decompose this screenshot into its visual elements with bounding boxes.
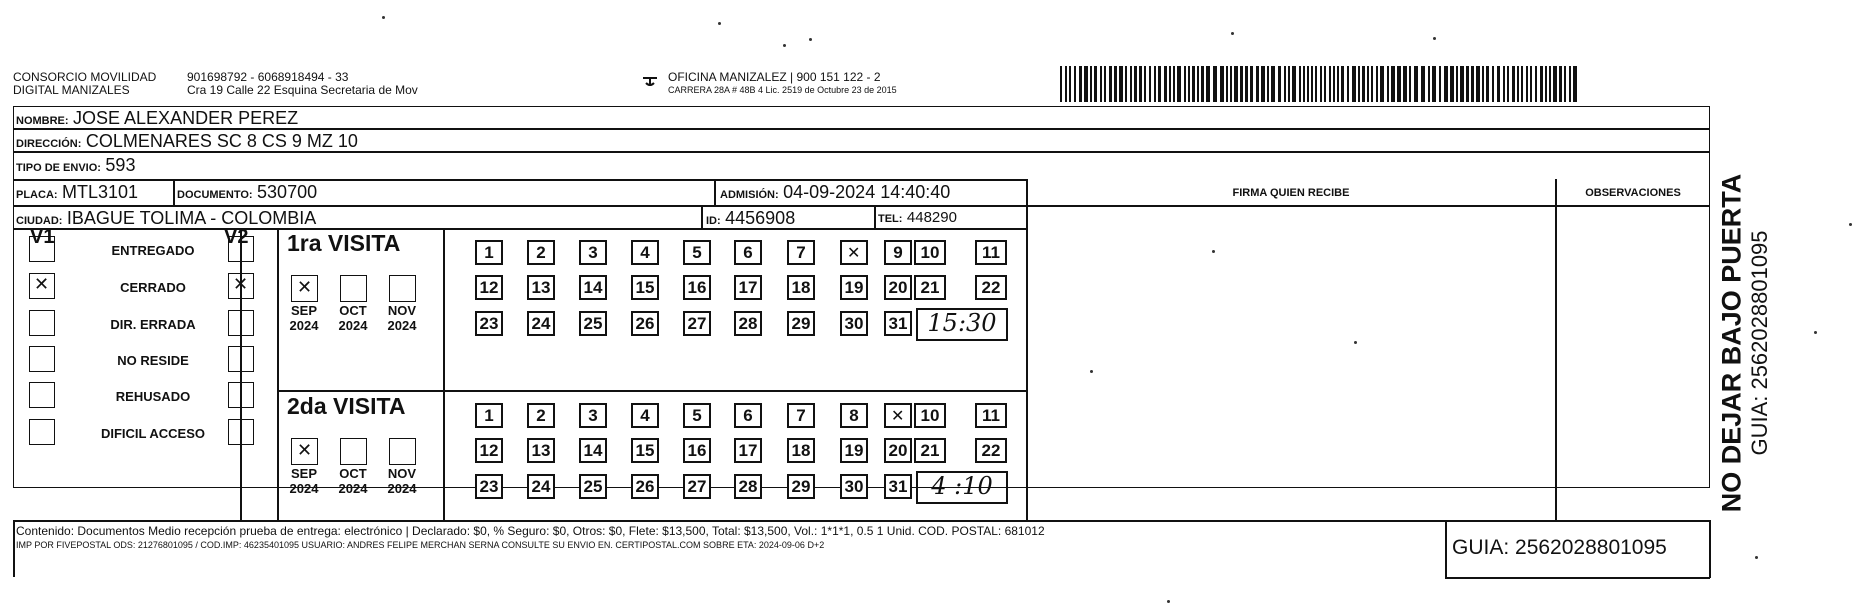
day-box[interactable]: 21: [914, 275, 946, 300]
documento-cell: DOCUMENTO: 530700: [177, 182, 318, 202]
footer-guia: GUIA: 2562028801095: [1452, 536, 1667, 559]
visit-time[interactable]: 15:30: [916, 308, 1008, 341]
barcode-bar: [1564, 66, 1566, 102]
day-box[interactable]: 26: [631, 474, 659, 499]
barcode-bar: [1371, 66, 1373, 102]
signature-area[interactable]: [1027, 206, 1554, 519]
barcode-bar: [1256, 66, 1259, 102]
barcode-bar: [1109, 66, 1112, 102]
day-box[interactable]: 20: [884, 438, 912, 463]
day-box[interactable]: 8: [840, 403, 868, 428]
day-box[interactable]: 18: [787, 438, 815, 463]
day-box[interactable]: 30: [840, 474, 868, 499]
barcode-bar: [1278, 66, 1281, 102]
footer-line1: Contenido: Documentos Medio recepción prueba de entrega: electrónico | Declarado: $0, % Seguro: $0, Otros: $0, Flete: $13,500, Total: $13,500, Vol.: 1*1*1, 0.5 1 Unid. COD. POSTAL: 681012: [16, 524, 1045, 538]
barcode-bar: [1226, 66, 1228, 102]
day-box[interactable]: 20: [884, 275, 912, 300]
day-box[interactable]: 27: [683, 311, 711, 336]
barcode-bar: [1119, 66, 1123, 102]
barcode-bar: [1549, 66, 1551, 102]
v2-label: V2: [224, 226, 249, 248]
month-label: OCT 2024: [338, 466, 368, 496]
status-label: DIR. ERRADA: [110, 317, 196, 332]
barcode-bar: [1367, 66, 1369, 102]
barcode-bar: [1428, 66, 1430, 102]
barcode-bar: [1271, 66, 1275, 102]
barcode-bar: [1409, 66, 1411, 102]
barcode-bar: [1173, 66, 1175, 102]
barcode-bar: [1526, 66, 1528, 102]
direccion-value: COLMENARES SC 8 CS 9 MZ 10: [85, 131, 358, 151]
v1-label: V1: [30, 226, 55, 248]
barcode-bar: [1569, 66, 1571, 102]
barcode-bar: [1206, 66, 1210, 102]
barcode-bar: [1482, 66, 1484, 102]
barcode-bar: [1347, 66, 1349, 102]
barcode-bar: [1213, 66, 1217, 102]
barcode-bar: [1130, 66, 1132, 102]
day-box[interactable]: 7: [787, 403, 815, 428]
barcode-bar: [1320, 66, 1322, 102]
status-label: NO RESIDE: [117, 353, 189, 368]
barcode-bar: [1299, 66, 1301, 102]
v1-checkbox[interactable]: [29, 382, 55, 408]
barcode-bar: [1432, 66, 1436, 102]
barcode-bar: [1376, 66, 1378, 102]
barcode-bar: [1503, 66, 1505, 102]
v2-checkbox[interactable]: [228, 236, 254, 262]
barcode-bar: [1466, 66, 1469, 102]
day-box[interactable]: 29: [787, 311, 815, 336]
barcode-bar: [1380, 66, 1384, 102]
barcode-bar: [1234, 66, 1238, 102]
barcode-bar: [1573, 66, 1577, 102]
day-box[interactable]: 5: [683, 403, 711, 428]
day-box[interactable]: 15: [631, 275, 659, 300]
day-box[interactable]: 1: [475, 403, 503, 428]
office-info: OFICINA MANIZALEZ | 900 151 122 - 2 CARRERA 28A # 48B 4 Lic. 2519 de Octubre 23 de 2015: [668, 70, 897, 95]
tipo-row: TIPO DE ENVIO: 593: [16, 155, 136, 175]
status-label: ENTREGADO: [111, 243, 195, 258]
day-box[interactable]: 10: [914, 240, 946, 265]
barcode-bar: [1341, 66, 1344, 102]
barcode-bar: [1329, 66, 1331, 102]
day-box[interactable]: 11: [975, 240, 1007, 265]
barcode-bar: [1169, 66, 1171, 102]
day-box[interactable]: 28: [734, 311, 762, 336]
firma-label: FIRMA QUIEN RECIBE: [1232, 187, 1350, 199]
id-cell: ID: 4456908: [706, 208, 796, 228]
day-box[interactable]: 22: [975, 438, 1007, 463]
v1-checkbox[interactable]: [29, 236, 55, 262]
barcode-bar: [1154, 66, 1156, 102]
day-box[interactable]: 31: [884, 474, 912, 499]
barcode-bar: [1090, 66, 1092, 102]
month-checkbox[interactable]: [389, 275, 416, 302]
month-label: NOV 2024: [387, 303, 417, 333]
barcode-bar: [1450, 66, 1454, 102]
day-box[interactable]: 14: [579, 275, 607, 300]
barcode-bar: [1512, 66, 1515, 102]
barcode-bar: [1303, 66, 1305, 102]
day-box[interactable]: 13: [527, 275, 555, 300]
barcode-bar: [1069, 66, 1071, 102]
day-box[interactable]: 26: [631, 311, 659, 336]
barcode-bar: [1476, 66, 1480, 102]
day-box[interactable]: 24: [527, 311, 555, 336]
side-warning: NO DEJAR BAJO PUERTA: [1716, 173, 1747, 513]
barcode-bar: [1315, 66, 1317, 102]
barcode-bar: [1139, 66, 1142, 102]
month-checkbox[interactable]: [291, 275, 318, 302]
day-box[interactable]: 31: [884, 311, 912, 336]
barcode-bar: [1240, 66, 1243, 102]
barcode-bar: [1197, 66, 1199, 102]
observaciones-label: OBSERVACIONES: [1585, 187, 1681, 199]
day-box[interactable]: 19: [840, 438, 868, 463]
day-box[interactable]: 24: [527, 474, 555, 499]
barcode-bar: [1060, 66, 1062, 102]
day-box[interactable]: 30: [840, 311, 868, 336]
barcode-bar: [1079, 66, 1082, 102]
day-box[interactable]: 17: [734, 275, 762, 300]
side-guia: GUIA: 2562028801095: [1747, 230, 1772, 456]
barcode-bar: [1486, 66, 1489, 102]
barcode-bar: [1094, 66, 1097, 102]
month-label: NOV 2024: [387, 466, 417, 496]
barcode-bar: [1492, 66, 1494, 102]
day-box[interactable]: 7: [787, 240, 815, 265]
barcode-bar: [1497, 66, 1500, 102]
barcode-bar: [1337, 66, 1339, 102]
month-label: SEP 2024: [289, 303, 319, 333]
direccion-row: DIRECCIÓN: COLMENARES SC 8 CS 9 MZ 10: [16, 131, 358, 151]
barcode-bar: [1439, 66, 1441, 102]
barcode-bar: [1559, 66, 1562, 102]
v2-checkbox[interactable]: [228, 419, 254, 445]
barcode-bar: [1307, 66, 1309, 102]
tipo-value: 593: [105, 155, 136, 175]
day-box[interactable]: 25: [579, 311, 607, 336]
barcode-bar: [1521, 66, 1523, 102]
barcode-bar: [1391, 66, 1395, 102]
tel-cell: TEL: 448290: [878, 209, 957, 226]
barcode-bar: [1267, 66, 1269, 102]
month-checkbox[interactable]: [340, 438, 367, 465]
logo-icon: [640, 74, 662, 90]
barcode-bar: [1421, 66, 1425, 102]
barcode-bar: [1245, 66, 1248, 102]
barcode-bar: [1535, 66, 1537, 102]
barcode-bar: [1460, 66, 1464, 102]
day-box[interactable]: 29: [787, 474, 815, 499]
month-checkbox[interactable]: [291, 438, 318, 465]
v1-checkbox[interactable]: [29, 273, 55, 299]
barcode-bar: [1444, 66, 1448, 102]
barcode-bar: [1230, 66, 1232, 102]
day-box[interactable]: [840, 240, 868, 265]
barcode-bar: [1530, 66, 1532, 102]
barcode-bar: [1177, 66, 1181, 102]
visit-title: 2da VISITA: [287, 393, 406, 419]
barcode-bar: [1333, 66, 1335, 102]
day-box[interactable]: 23: [475, 311, 503, 336]
barcode-bar: [1074, 66, 1076, 102]
barcode-bar: [1201, 66, 1204, 102]
month-checkbox[interactable]: [340, 275, 367, 302]
v2-checkbox[interactable]: [228, 346, 254, 372]
barcode-bar: [1125, 66, 1127, 102]
barcode-bar: [1114, 66, 1117, 102]
barcode-bar: [1288, 66, 1290, 102]
status-label: CERRADO: [120, 280, 186, 295]
barcode-bar: [1545, 66, 1547, 102]
company-name: CONSORCIO MOVILIDAD DIGITAL MANIZALES: [13, 70, 157, 97]
month-label: SEP 2024: [289, 466, 319, 496]
barcode-bar: [1250, 66, 1253, 102]
v1-checkbox[interactable]: [29, 419, 55, 445]
day-box[interactable]: [884, 403, 912, 428]
barcode-bar: [1553, 66, 1557, 102]
barcode-bar: [1471, 66, 1474, 102]
barcode: [1060, 66, 1580, 102]
barcode-bar: [1184, 66, 1186, 102]
barcode-bar: [1414, 66, 1418, 102]
barcode-bar: [1456, 66, 1458, 102]
day-box[interactable]: 16: [683, 438, 711, 463]
ciudad-cell: CIUDAD: IBAGUE TOLIMA - COLOMBIA: [16, 208, 317, 228]
barcode-bar: [1517, 66, 1519, 102]
barcode-bar: [1144, 66, 1146, 102]
day-box[interactable]: 2: [527, 403, 555, 428]
v2-checkbox[interactable]: [228, 273, 254, 299]
day-box[interactable]: 6: [734, 403, 762, 428]
day-box[interactable]: 22: [975, 275, 1007, 300]
month-checkbox[interactable]: [389, 438, 416, 465]
observaciones-area[interactable]: [1557, 206, 1709, 519]
day-box[interactable]: 17: [734, 438, 762, 463]
day-box[interactable]: 1: [475, 240, 503, 265]
v1-checkbox[interactable]: [29, 310, 55, 336]
day-box[interactable]: 12: [475, 438, 503, 463]
day-box[interactable]: 3: [579, 240, 607, 265]
day-box[interactable]: 2: [527, 240, 555, 265]
barcode-bar: [1358, 66, 1360, 102]
nombre-row: NOMBRE: JOSE ALEXANDER PEREZ: [16, 108, 299, 128]
barcode-bar: [1397, 66, 1401, 102]
barcode-bar: [1149, 66, 1151, 102]
month-label: OCT 2024: [338, 303, 368, 333]
placa-cell: PLACA: MTL3101: [16, 182, 139, 202]
barcode-bar: [1164, 66, 1167, 102]
barcode-bar: [1387, 66, 1389, 102]
day-box[interactable]: 13: [527, 438, 555, 463]
v1-checkbox[interactable]: [29, 346, 55, 372]
admision-cell: ADMISIÓN: 04-09-2024 14:40:40: [720, 182, 951, 202]
day-box[interactable]: 4: [631, 403, 659, 428]
barcode-bar: [1284, 66, 1286, 102]
barcode-bar: [1352, 66, 1356, 102]
day-box[interactable]: 23: [475, 474, 503, 499]
status-label: REHUSADO: [115, 389, 191, 404]
v2-checkbox[interactable]: [228, 310, 254, 336]
day-box[interactable]: 4: [631, 240, 659, 265]
day-box[interactable]: 3: [579, 403, 607, 428]
barcode-bar: [1507, 66, 1509, 102]
company-contact: 901698792 - 6068918494 - 33 Cra 19 Calle 22 Esquina Secretaria de Mov: [187, 70, 418, 97]
day-box[interactable]: 10: [914, 403, 946, 428]
day-box[interactable]: 21: [914, 438, 946, 463]
barcode-bar: [1192, 66, 1195, 102]
barcode-bar: [1220, 66, 1224, 102]
barcode-bar: [1065, 66, 1067, 102]
day-box[interactable]: 28: [734, 474, 762, 499]
barcode-bar: [1261, 66, 1265, 102]
day-box[interactable]: 5: [683, 240, 711, 265]
nombre-value: JOSE ALEXANDER PEREZ: [73, 108, 299, 128]
barcode-bar: [1324, 66, 1326, 102]
day-box[interactable]: 18: [787, 275, 815, 300]
day-box[interactable]: 9: [884, 240, 912, 265]
day-box[interactable]: 6: [734, 240, 762, 265]
barcode-bar: [1362, 66, 1365, 102]
day-box[interactable]: 16: [683, 275, 711, 300]
status-label: DIFICIL ACCESO: [100, 426, 205, 441]
visit-time[interactable]: 4 :10: [916, 471, 1008, 504]
day-box[interactable]: 27: [683, 474, 711, 499]
barcode-bar: [1188, 66, 1190, 102]
day-box[interactable]: 25: [579, 474, 607, 499]
barcode-bar: [1158, 66, 1161, 102]
barcode-bar: [1100, 66, 1102, 102]
day-box[interactable]: 15: [631, 438, 659, 463]
barcode-bar: [1540, 66, 1543, 102]
barcode-bar: [1134, 66, 1137, 102]
barcode-bar: [1311, 66, 1313, 102]
barcode-bar: [1403, 66, 1407, 102]
day-box[interactable]: 19: [840, 275, 868, 300]
day-box[interactable]: 12: [475, 275, 503, 300]
day-box[interactable]: 14: [579, 438, 607, 463]
footer-line2: IMP POR FIVEPOSTAL ODS: 21276801095 / COD.IMP: 46235401095 USUARIO: ANDRES FELIPE MERCHAN SERNA CONSULTE SU ENVIO EN. CERTIPOSTAL.COM SOBRE ETA: 2024-09-06 D+2: [16, 540, 825, 550]
visit-title: 1ra VISITA: [287, 230, 401, 256]
barcode-bar: [1104, 66, 1106, 102]
barcode-bar: [1292, 66, 1296, 102]
day-box[interactable]: 11: [975, 403, 1007, 428]
barcode-bar: [1084, 66, 1088, 102]
v2-checkbox[interactable]: [228, 382, 254, 408]
